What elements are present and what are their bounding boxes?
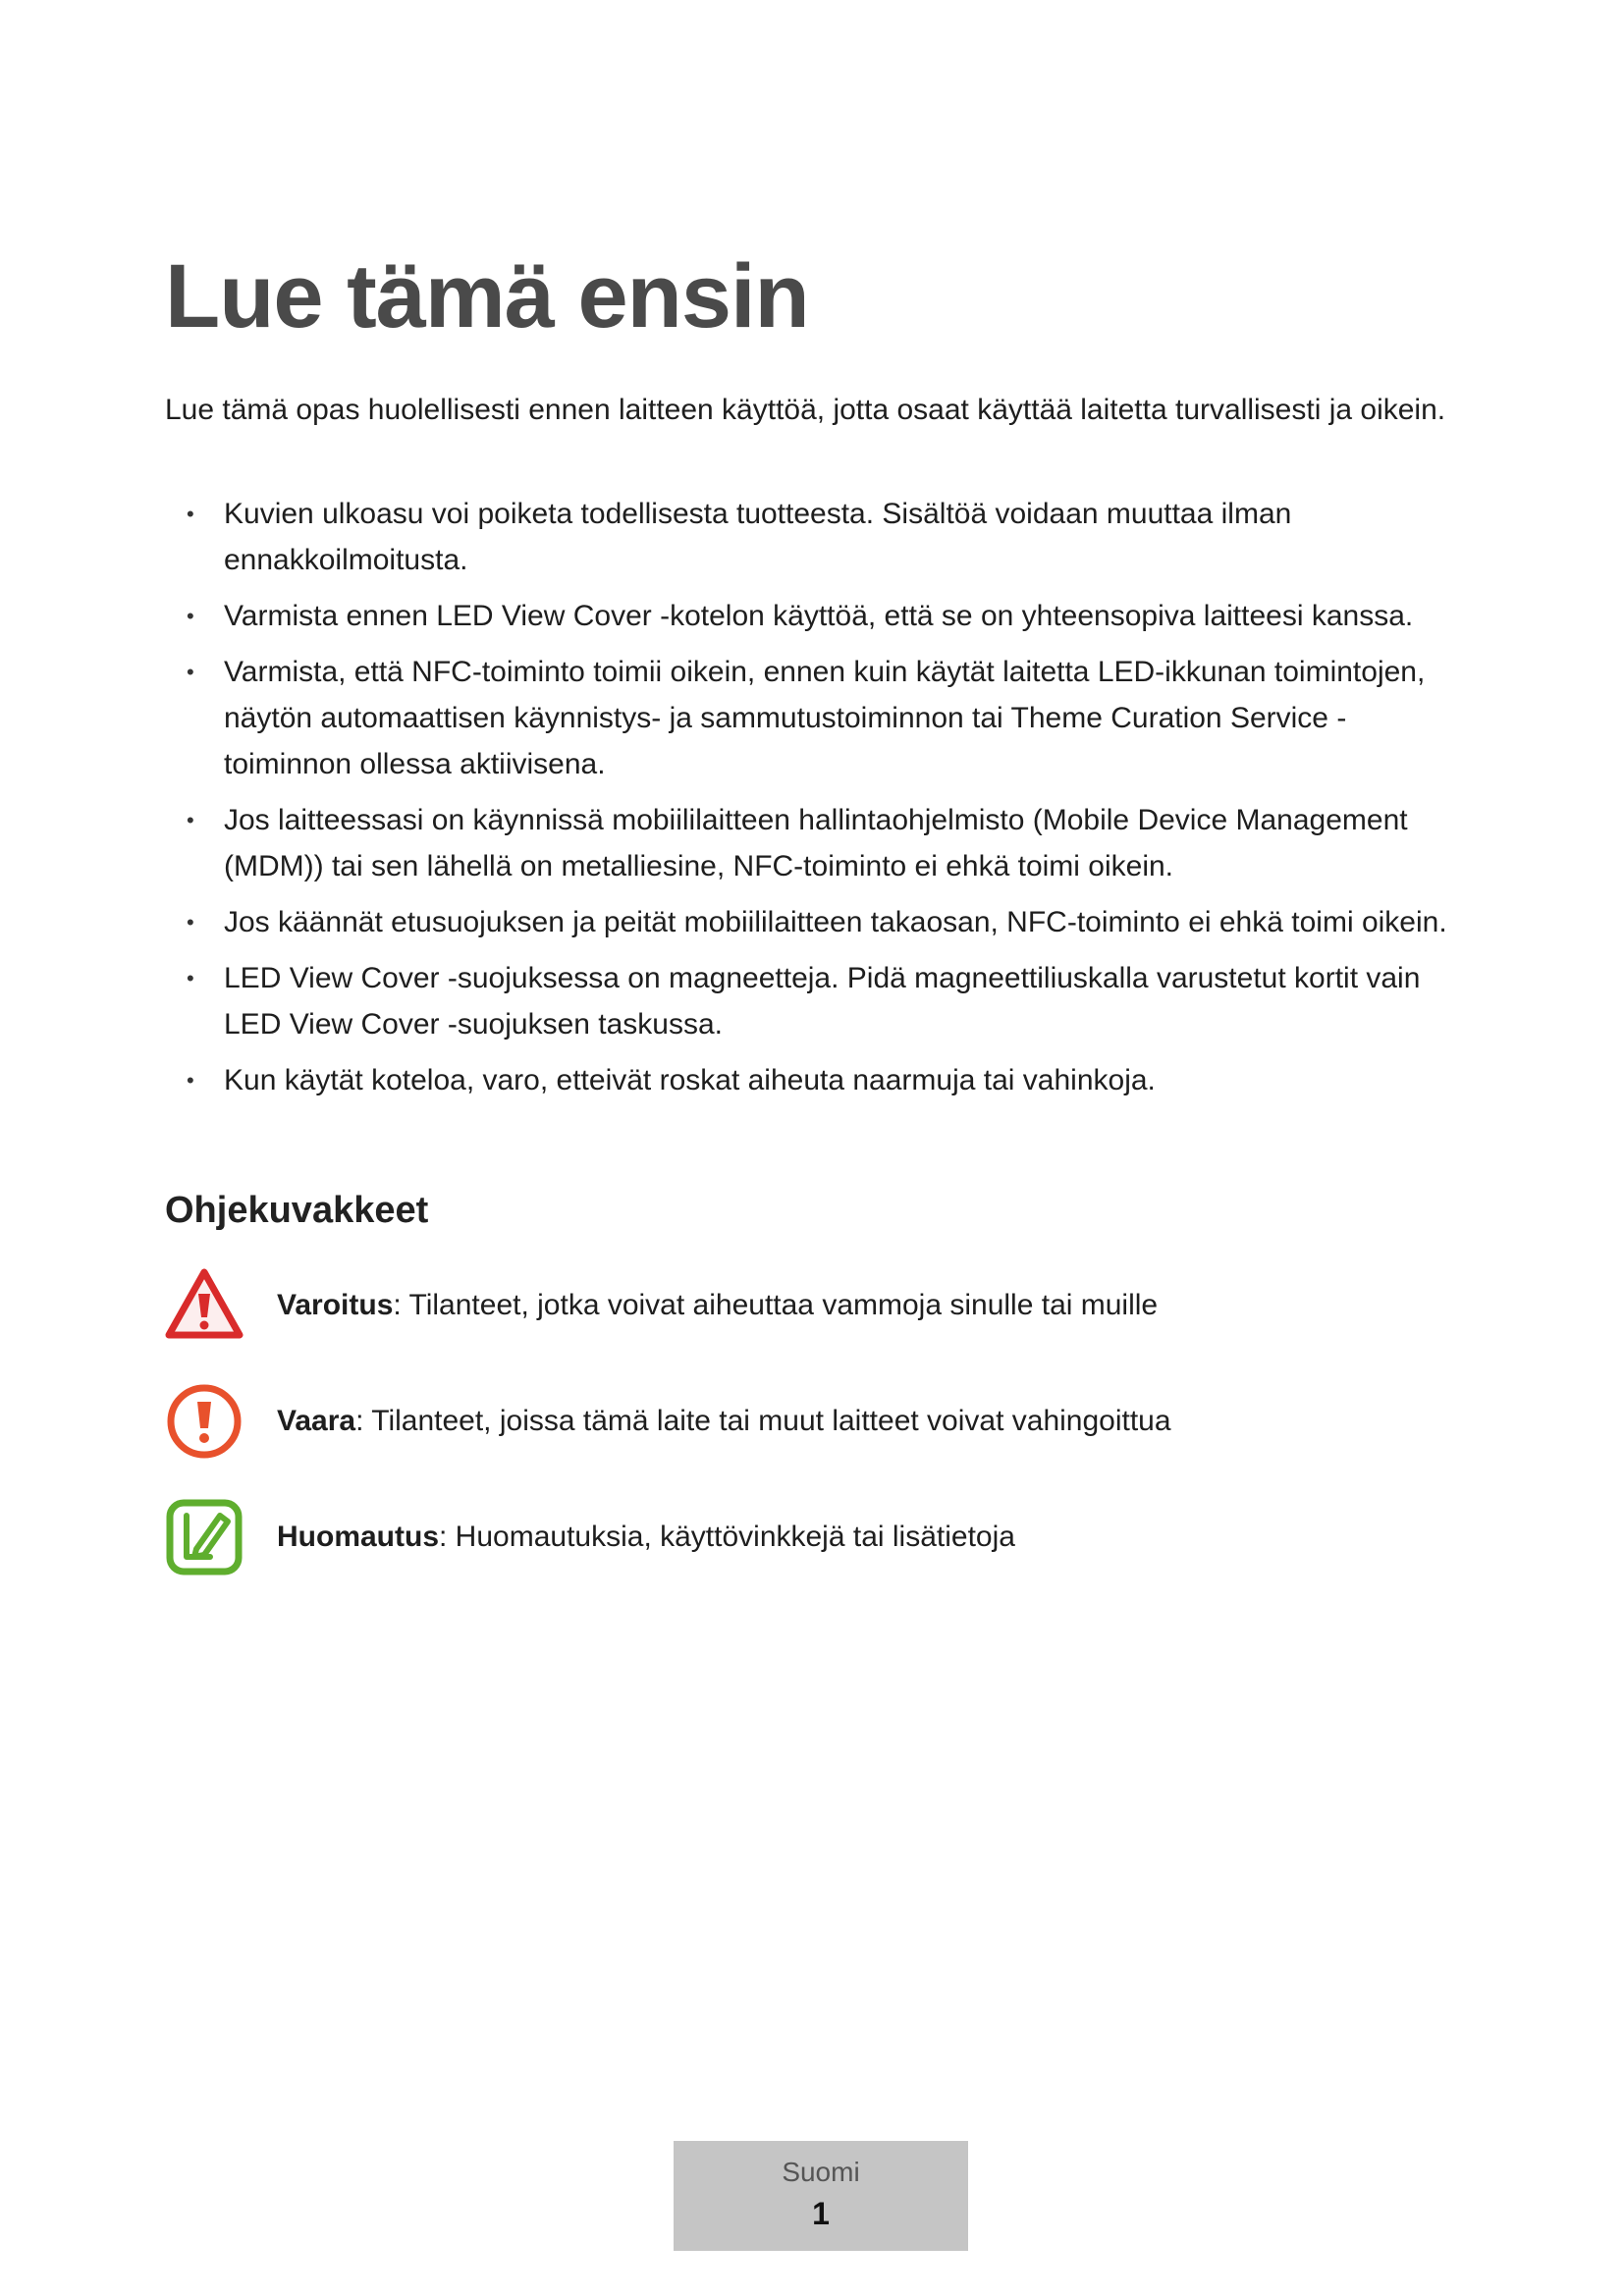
bullet-text: Jos laitteessasi on käynnissä mobiililaitteen hallintaohjelmisto (Mobile Device Management (MDM)) tai sen lähellä on metalliesine, NFC-toiminto ei ehkä toimi oikein.: [224, 804, 1408, 882]
bullet-marker: •: [187, 660, 194, 684]
icon-description-text: Huomautuksia, käyttövinkkejä tai lisätietoja: [447, 1521, 1015, 1553]
list-item: [165, 797, 1471, 889]
icon-description-text: Tilanteet, joissa tämä laite tai muut laitteet voivat vahingoittua: [363, 1405, 1171, 1437]
bullet-text: Varmista ennen LED View Cover -kotelon käyttöä, että se on yhteensopiva laitteesi kanssa.: [224, 600, 1414, 632]
icon-legend-warning: [165, 1266, 1441, 1345]
warning-triangle-icon: [165, 1266, 244, 1345]
icon-description: [277, 1521, 1015, 1554]
bullet-marker: •: [187, 604, 194, 628]
bullet-marker: •: [187, 966, 194, 990]
bullet-list: [165, 491, 1471, 1113]
label-separator: :: [439, 1521, 448, 1553]
icon-description-text: Tilanteet, jotka voivat aiheuttaa vammoja sinulle tai muille: [401, 1289, 1159, 1321]
list-item: [165, 491, 1471, 583]
bullet-marker: •: [187, 502, 194, 526]
bullet-text: Jos käännät etusuojuksen ja peität mobiililaitteen takaosan, NFC-toiminto ei ehkä toimi oikein.: [224, 906, 1447, 938]
icon-label: Vaara: [277, 1405, 356, 1437]
footer-language: Suomi: [782, 2157, 860, 2187]
bullet-marker: •: [187, 910, 194, 934]
note-pencil-icon: [165, 1498, 244, 1576]
bullet-text: Kun käytät koteloa, varo, etteivät roskat aiheuta naarmuja tai vahinkoja.: [224, 1064, 1156, 1096]
label-separator: :: [393, 1289, 402, 1321]
icon-description: [277, 1289, 1158, 1322]
bullet-marker: •: [187, 1068, 194, 1093]
bullet-text: Varmista, että NFC-toiminto toimii oikein, ennen kuin käytät laitetta LED-ikkunan toimintojen, näytön automaattisen käynnistys- ja sammutustoiminnon tai Theme Curation Service -toiminnon ollessa aktiivisena.: [224, 656, 1426, 780]
list-item: [165, 1057, 1471, 1103]
section-title: Ohjekuvakkeet: [165, 1190, 429, 1231]
intro-paragraph: Lue tämä opas huolellisesti ennen laitteen käyttöä, jotta osaat käyttää laitetta turvallisesti ja oikein.: [165, 394, 1446, 426]
list-item: [165, 593, 1471, 639]
page-title: Lue tämä ensin: [165, 246, 809, 347]
bullet-text: Kuvien ulkoasu voi poiketa todellisesta tuotteesta. Sisältöä voidaan muuttaa ilman ennakkoilmoitusta.: [224, 498, 1292, 576]
icon-description: [277, 1405, 1171, 1438]
list-item: [165, 955, 1471, 1047]
icon-legend-caution: [165, 1382, 1441, 1461]
label-separator: :: [355, 1405, 364, 1437]
page-footer: [674, 2141, 968, 2251]
bullet-text: LED View Cover -suojuksessa on magneetteja. Pidä magneettiliuskalla varustetut kortit vain LED View Cover -suojuksen taskussa.: [224, 962, 1421, 1041]
icon-legend-note: [165, 1498, 1441, 1576]
caution-circle-icon: [165, 1382, 244, 1461]
bullet-marker: •: [187, 808, 194, 832]
icon-label: Huomautus: [277, 1521, 439, 1553]
list-item: [165, 899, 1471, 945]
list-item: [165, 649, 1471, 787]
icon-label: Varoitus: [277, 1289, 394, 1321]
page-number: 1: [812, 2196, 830, 2231]
